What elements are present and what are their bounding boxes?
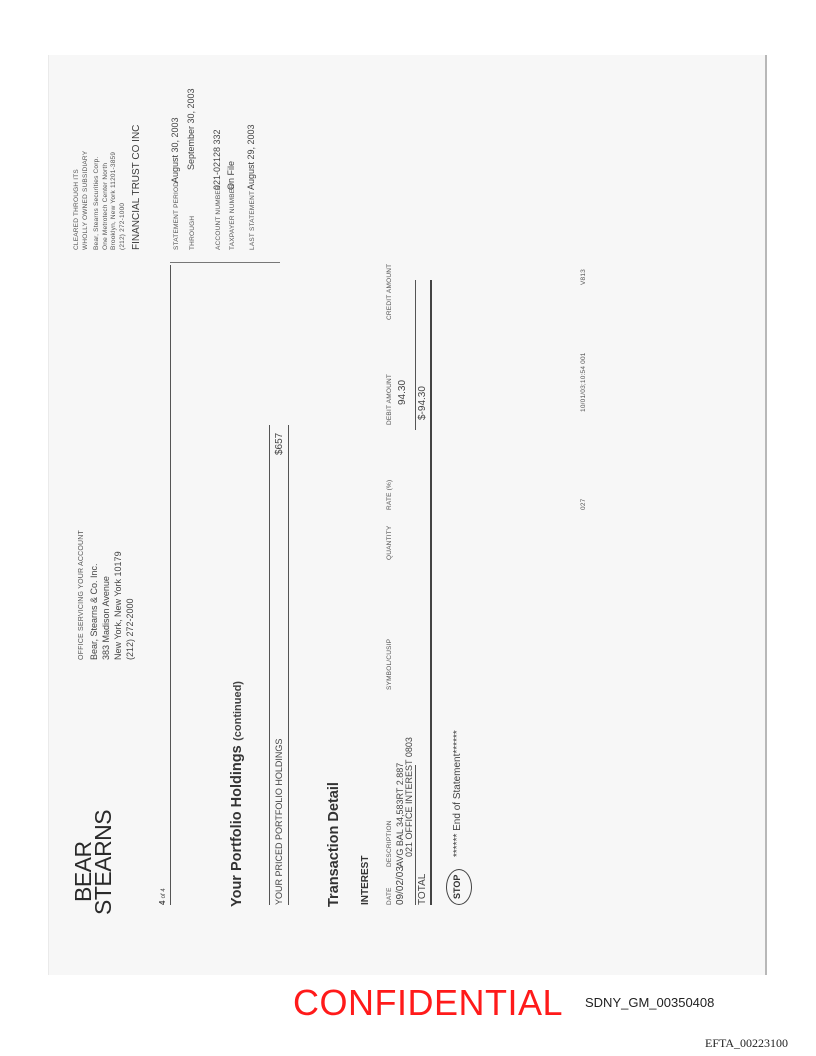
taxpayer-number-label: TAXPAYER NUMBER (229, 183, 236, 250)
office-phone: (212) 272-2000 (125, 598, 135, 660)
office-label: OFFICE SERVICING YOUR ACCOUNT (78, 529, 85, 660)
col-quantity: QUANTITY (386, 525, 393, 560)
row-desc-line-1: AVG BAL 34,583RT 2.887 (395, 762, 405, 867)
footer-code-1: 027 (580, 498, 587, 510)
total-rule (430, 280, 432, 905)
statement-period-end: September 30, 2003 (186, 88, 196, 170)
portfolio-continued: (continued) (232, 681, 244, 741)
col-debit: DEBIT AMOUNT (386, 373, 393, 425)
footer-code-3: V813 (580, 269, 587, 285)
portfolio-row-value: $657 (274, 432, 285, 455)
portfolio-rule-bottom (288, 425, 289, 905)
clearing-address-2: Brooklyn, New York 11201-3859 (110, 151, 117, 250)
logo-line-2: STEARNS (90, 809, 116, 915)
portfolio-title (228, 681, 246, 907)
total-debit: $-94.30 (417, 386, 428, 420)
account-holder-name: FINANCIAL TRUST CO INC (131, 124, 142, 250)
col-description: DESCRIPTION (386, 820, 393, 867)
account-number: 021-02128 332 (212, 129, 222, 190)
account-number-label: ACCOUNT NUMBER (215, 185, 222, 250)
page-of: of 4 (161, 888, 167, 899)
page-indicator (158, 888, 167, 905)
statement-period-label: STATEMENT PERIOD (173, 181, 180, 250)
confidential-stamp: CONFIDENTIAL (293, 982, 564, 1023)
office-address-block (76, 530, 136, 660)
stop-label: STOP (452, 874, 462, 899)
col-date: DATE (386, 887, 393, 905)
row-desc-line-2: 021 OFFICE INTEREST 0803 (404, 737, 414, 857)
col-symbol: SYMBOL/CUSIP (386, 638, 393, 690)
statement-info (170, 60, 260, 250)
bear-stearns-logo (70, 809, 116, 915)
logo-line-1: BEAR (70, 841, 96, 902)
office-name: Bear, Stearns & Co. Inc. (89, 563, 99, 660)
last-statement-label: LAST STATEMENT (249, 190, 256, 250)
end-of-statement: ****** End of Statement****** (452, 730, 463, 857)
page-number: 4 (158, 900, 167, 905)
transaction-detail-title: Transaction Detail (326, 782, 342, 907)
row-date: 09/02/03 (395, 866, 406, 905)
office-address-2: New York, New York 10179 (113, 551, 123, 660)
last-statement-date: August 29, 2003 (246, 124, 256, 190)
office-address-1: 383 Madison Avenue (101, 576, 111, 660)
clearing-address-1: One Metrotech Center North (101, 162, 109, 250)
taxpayer-number: On File (226, 160, 236, 190)
header-divider (170, 262, 280, 263)
header-rule (170, 265, 171, 905)
col-rate: RATE (%) (386, 479, 393, 510)
efta-number: EFTA_00223100 (705, 1036, 789, 1050)
col-credit: CREDIT AMOUNT (386, 263, 393, 320)
portfolio-heading: Your Portfolio Holdings (229, 745, 245, 907)
clearing-line-1: CLEARED THROUGH ITS (73, 169, 80, 250)
clearing-block (73, 125, 143, 250)
rotated-statement (48, 55, 767, 975)
statement-period-start: August 30, 2003 (170, 117, 180, 183)
clearing-name: Bear, Stearns Securities Corp. (93, 156, 100, 250)
interest-section-label: INTEREST (360, 855, 371, 905)
clearing-line-2: WHOLLY OWNED SUBSIDIARY (81, 150, 89, 250)
total-label: TOTAL (417, 873, 428, 905)
row-debit: 94.30 (397, 379, 408, 405)
table-rule-1 (415, 765, 416, 905)
portfolio-rule-top (269, 425, 270, 905)
table-rule-2 (415, 280, 416, 430)
through-label: THROUGH (189, 215, 196, 250)
clearing-phone: (212) 272-1000 (118, 202, 126, 250)
portfolio-row-label: YOUR PRICED PORTFOLIO HOLDINGS (274, 738, 284, 905)
bates-number: SDNY_GM_00350408 (585, 995, 715, 1010)
footer-code-2: 10/01/03;10:54 001 (580, 352, 587, 412)
